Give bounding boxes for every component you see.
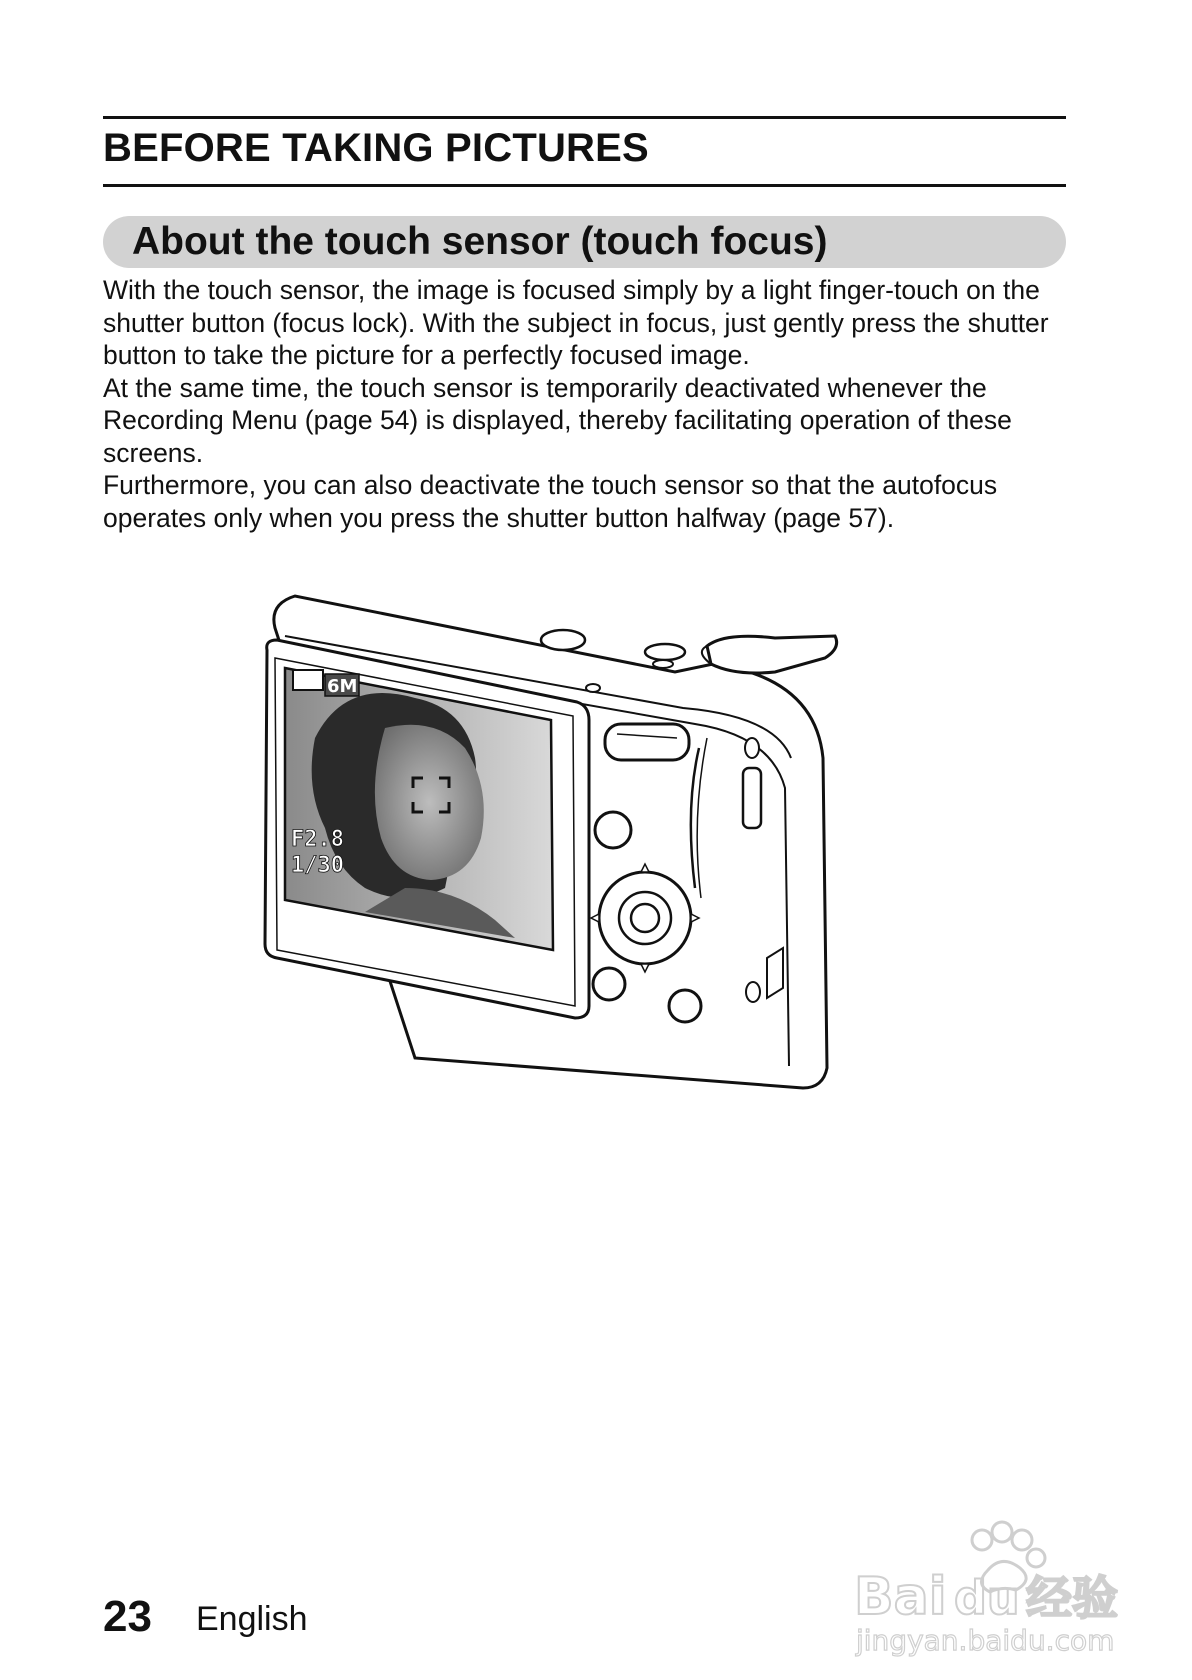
body-text: [103, 274, 1083, 534]
body-paragraph: At the same time, the touch sensor is temporarily deactivated whenever the Recording Menu (page 54) is displayed, thereby facilitating operation of these screens.: [103, 372, 1012, 468]
baidu-watermark: [850, 1510, 1140, 1660]
page-language: English: [196, 1600, 308, 1638]
watermark-url: jingyan.baidu.com: [856, 1624, 1115, 1657]
camera-illustration: [255, 588, 915, 1148]
menu-button: [595, 812, 631, 848]
watermark-brand-du: du: [954, 1571, 1020, 1625]
lcd-shutter: 1/30: [291, 853, 344, 878]
battery-icon: [293, 670, 323, 690]
mode-slot: [605, 724, 689, 760]
power-button: [541, 630, 585, 650]
section-title: BEFORE TAKING PICTURES: [103, 126, 649, 170]
watermark-brand: Bai: [854, 1567, 947, 1627]
body-paragraph: Furthermore, you can also deactivate the touch sensor so that the autofocus operates only when you press the shutter button halfway (page 57).: [103, 470, 998, 533]
lcd-aperture: F2.8: [291, 827, 344, 852]
shutter-button: [645, 644, 685, 660]
finger: [707, 636, 837, 673]
section-title-underline: [103, 184, 1066, 187]
top-rule: [103, 116, 1066, 119]
body-paragraph: With the touch sensor, the image is focused simply by a light finger-touch on the shutter button (focus lock). With the subject in focus, just gently press the shutter button to take the picture for a perfectly focused image.: [103, 275, 1049, 370]
set-button: [631, 904, 659, 932]
subsection-title: About the touch sensor (touch focus): [132, 220, 828, 263]
page-number: 23: [103, 1592, 152, 1641]
watermark-brand-cn: 经验: [1026, 1571, 1118, 1625]
lcd-resolution-badge: 6M: [327, 676, 358, 697]
